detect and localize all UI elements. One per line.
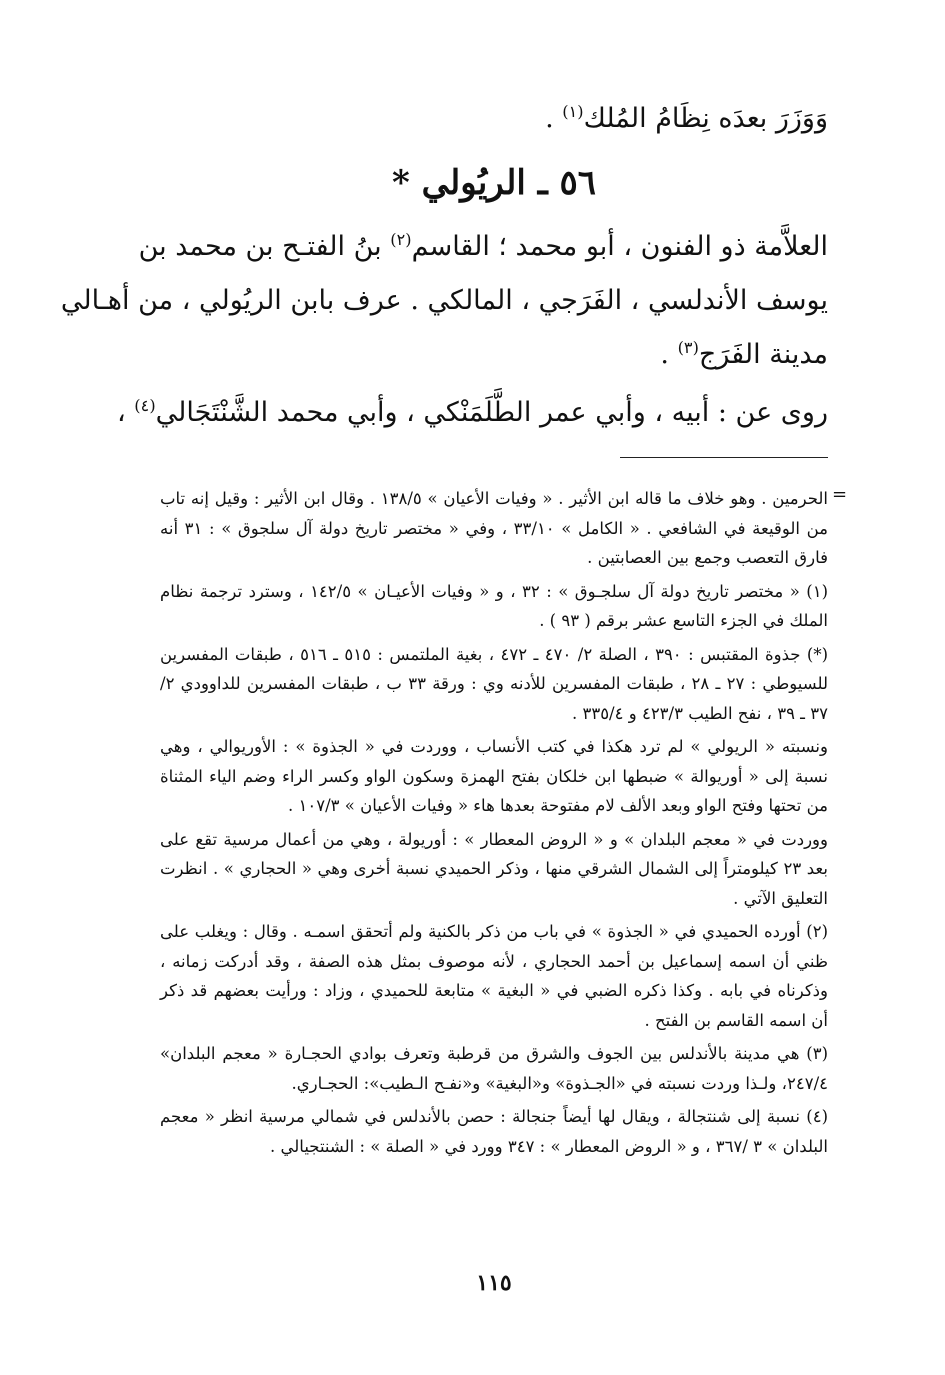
footnote-star-location: ووردت في « معجم البلدان » و « الروض المعطار » : أوريولة ، وهي من أعمال مرسية تقع على بعد ٢٣ كيلومتراً إلى الشمال الشرقي منها ، وذكر الحميدي نسبة أخرى وهي « الحجاري » . انظرت التعليق الآتي . (160, 829, 828, 908)
footnote-4: (٤) نسبة إلى شنتجالة ، ويقال لها أيضاً جنجالة : حصن بالأندلس في شمالي مرسية انظر « معجم البلدان » ٣ /٣٦٧ ، و « الروض المعطار » : ٣٤٧ وورد في « الصلة » : الشنتجيالي . (160, 1107, 828, 1156)
footnote-2: (٢) أورده الحميدي في « الجذوة » في باب من ذكر بالكنية ولم أتحقق اسمـه . وقال : ويغلب على ظني أن اسمه إسماعيل بن أحمد الحجاري ، لأنه موصوف بمثل هذه الصفة ، وقد أدركت زمانه ، وذكرناه في بابه . وكذا ذكره الضبي في « البغية » متابعة للحميدي ، وزاد : ورأيت بعضهم قد ذكر أن اسمه القاسم بن الفتح . (160, 922, 828, 1030)
top-line-text: وَوَزَرَ بعدَه نِظَامُ المُلك (583, 103, 828, 134)
riwaya-end: ، (117, 397, 135, 428)
main-line-2: يوسف الأندلسي ، الفَرَجي ، المالكي . عرف بابن الريُولي ، من أهـالي (60, 285, 828, 316)
page-number: ١١٥ (476, 1270, 512, 1296)
top-line (160, 102, 828, 134)
main-line-3-text: مدينة الفَرَج (698, 339, 828, 370)
entry-heading: ٥٦ ـ الريُولي * (391, 163, 597, 203)
footnote-1: (١) « مختصر تاريخ دولة آل سلجـوق » : ٣٢ ، و « وفيات الأعيـان » ١٤٢/٥ ، وسترد ترجمة نظام الملك في الجزء التاسع عشر برقم ( ٩٣ ) . (160, 581, 828, 630)
note-ref-2: (٢) (390, 230, 412, 249)
main-line-1-end: بنُ الفتـح بن محمد بن (138, 231, 391, 262)
main-line-3-end: . (660, 339, 678, 370)
main-line-1-text: العلاَّمة ذو الفنون ، أبو محمد ؛ القاسم (411, 231, 828, 262)
note-ref-3: (٣) (677, 338, 699, 357)
footnote-star-nisba: ونسبته « الريولي » لم ترد هكذا في كتب الأنساب ، ووردت في « الجذوة » : الأوريوالي ، وهي نسبة إلى « أوريوالة » ضبطها ابن خلكان بفتح الهمزة وسكون الواو وكسر الراء وضم الياء المثناة من تحتها وفتح الواو وبعد الألف لام مفتوحة بعدها هاء « وفيات الأعيان » ١٠٧/٣ . (160, 737, 828, 815)
footnote-star: (*) جذوة المقتبس : ٣٩٠ ، الصلة ٢/ ٤٧٠ ـ ٤٧٢ ، بغية الملتمس : ٥١٥ ـ ٥١٦ ، طبقات المفسرين للسيوطي : ٢٧ ـ ٢٨ ، طبقات المفسرين للأدنه وي : ورقة ٣٣ ب ، طبقات المفسرين للداوودي ٢/ ٣٧ ـ ٣٩ ، نفح الطيب ٤٢٣/٣ و ٣٣٥/٤ . (160, 644, 829, 723)
riwaya-line (117, 396, 828, 428)
footnotes (160, 484, 828, 1165)
note-ref-4: (٤) (134, 396, 156, 415)
main-line-3 (160, 338, 828, 370)
footnote-3: (٣) هي مدينة بالأندلس بين الجوف والشرق من قرطبة وتعرف بوادي الحجـارة « معجم البلدان» ٢٤٧/٤، ولـذا وردت نسبته في «الجـذوة» و«البغية» و«نفـح الـطيب»: الحجـاري. (160, 1044, 828, 1093)
note-ref-1: (١) (562, 102, 584, 121)
top-line-end: . (545, 103, 563, 134)
riwaya-text: روى عن : أبيه ، وأبي عمر الطَّلَمَنْكي ، وأبي محمد الشَّنْتَجَالي (155, 397, 828, 428)
footnote-separator (620, 457, 828, 458)
main-line-1 (138, 230, 828, 262)
continuation-mark: = (832, 484, 848, 505)
footnote-continuation: الحرمين . وهو خلاف ما قاله ابن الأثير . « وفيات الأعيان » ١٣٨/٥ . وقال ابن الأثير : وقيل إنه تاب من الوقيعة في الشافعي . « الكامل » ٣٣/١٠ ، وفي « مختصر تاريخ دولة آل سلجوق » : ٣١ أنه فارق التعصب وجمع بين العصابتين . (160, 489, 828, 567)
